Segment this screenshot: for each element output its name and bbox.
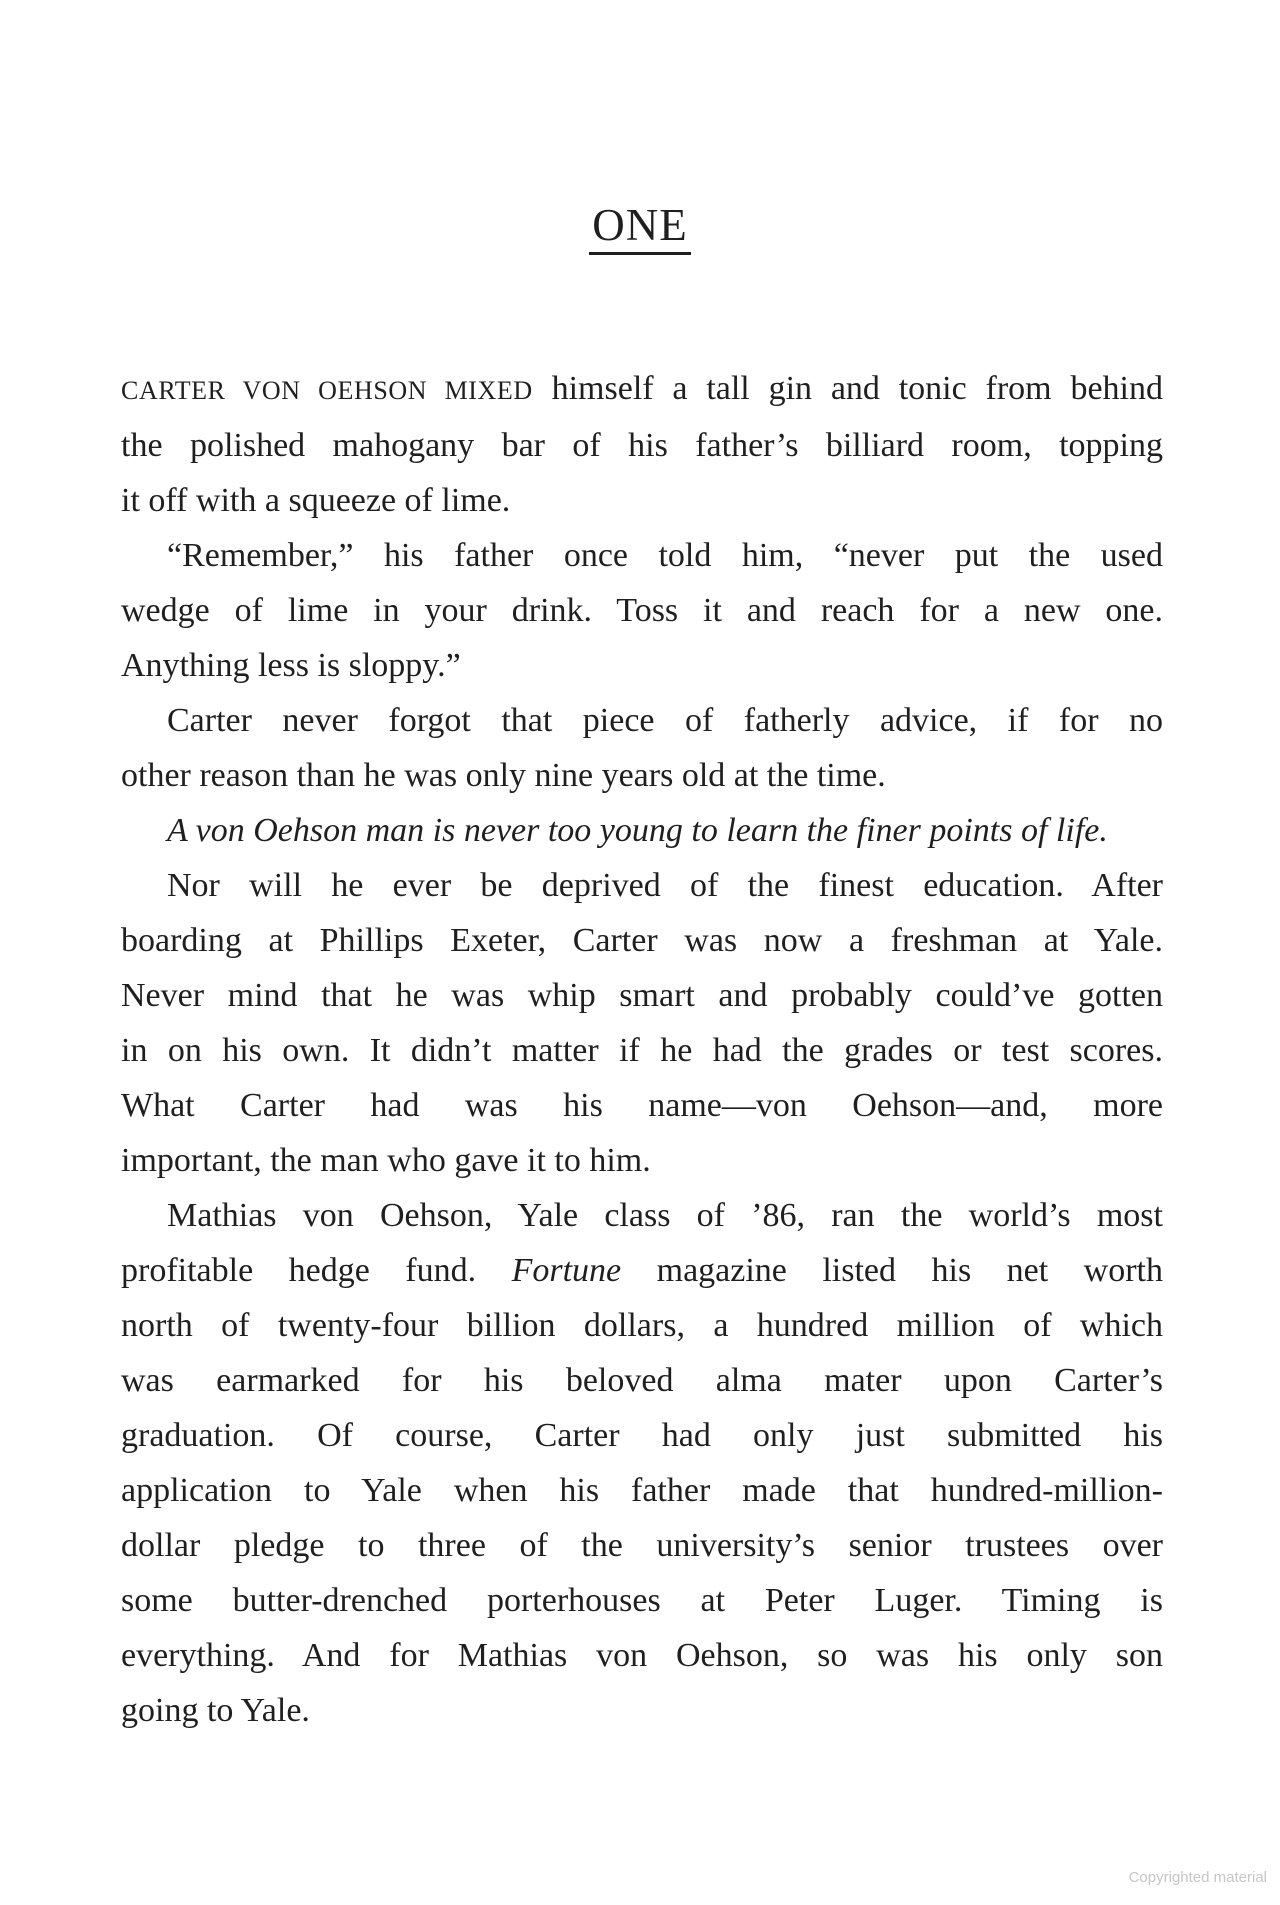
text-line: in on his own. It didn’t matter if he had the grades or test scores. [121, 1032, 1163, 1069]
text-line: north of twenty-four billion dollars, a hundred million of which [121, 1307, 1163, 1344]
text-line: application to Yale when his father made that hundred-million- [121, 1472, 1163, 1509]
text-line: dollar pledge to three of the university’s senior trustees over [121, 1527, 1163, 1564]
text-line: the polished mahogany bar of his father’s billiard room, topping [121, 427, 1163, 464]
text-line: important, the man who gave it to him. [121, 1142, 651, 1179]
text-line: CARTER VON OEHSON MIXED himself a tall gin and tonic from behind [121, 370, 1163, 407]
text-line: graduation. Of course, Carter had only just submitted his [121, 1417, 1163, 1454]
text-line: What Carter had was his name—von Oehson—and, more [121, 1087, 1163, 1124]
text-line: Nor will he ever be deprived of the finest education. After [167, 867, 1163, 904]
paragraph [121, 693, 1163, 803]
text-line: going to Yale. [121, 1692, 310, 1729]
chapter-heading [0, 200, 1280, 255]
text-line: A von Oehson man is never too young to learn the finer points of life. [167, 812, 1108, 849]
text-line: “Remember,” his father once told him, “never put the used [167, 537, 1163, 574]
chapter-title: ONE [589, 203, 690, 255]
paragraph [121, 361, 1163, 528]
text-line: boarding at Phillips Exeter, Carter was now a freshman at Yale. [121, 922, 1163, 959]
text-line: it off with a squeeze of lime. [121, 482, 511, 519]
body-text [121, 361, 1163, 1738]
italic-text: Fortune [511, 1252, 622, 1289]
paragraph [121, 1188, 1163, 1738]
text-line: Mathias von Oehson, Yale class of ’86, ran the world’s most [167, 1197, 1163, 1234]
lead-in-small-caps: CARTER VON OEHSON MIXED [121, 376, 533, 405]
text-line: Anything less is sloppy.” [121, 647, 461, 684]
text-line: some butter-drenched porterhouses at Peter Luger. Timing is [121, 1582, 1163, 1619]
paragraph [121, 858, 1163, 1188]
paragraph [121, 528, 1163, 693]
copyright-watermark: Copyrighted material [1128, 1869, 1267, 1886]
text-line: everything. And for Mathias von Oehson, so was his only son [121, 1637, 1163, 1674]
text-line: other reason than he was only nine years old at the time. [121, 757, 886, 794]
paragraph [121, 803, 1163, 858]
text-line: Carter never forgot that piece of fatherly advice, if for no [167, 702, 1163, 739]
text-line: wedge of lime in your drink. Toss it and reach for a new one. [121, 592, 1163, 629]
text-line: was earmarked for his beloved alma mater upon Carter’s [121, 1362, 1163, 1399]
text-line: Never mind that he was whip smart and probably could’ve gotten [121, 977, 1163, 1014]
text-line: profitable hedge fund. Fortune magazine listed his net worth [121, 1252, 1163, 1289]
